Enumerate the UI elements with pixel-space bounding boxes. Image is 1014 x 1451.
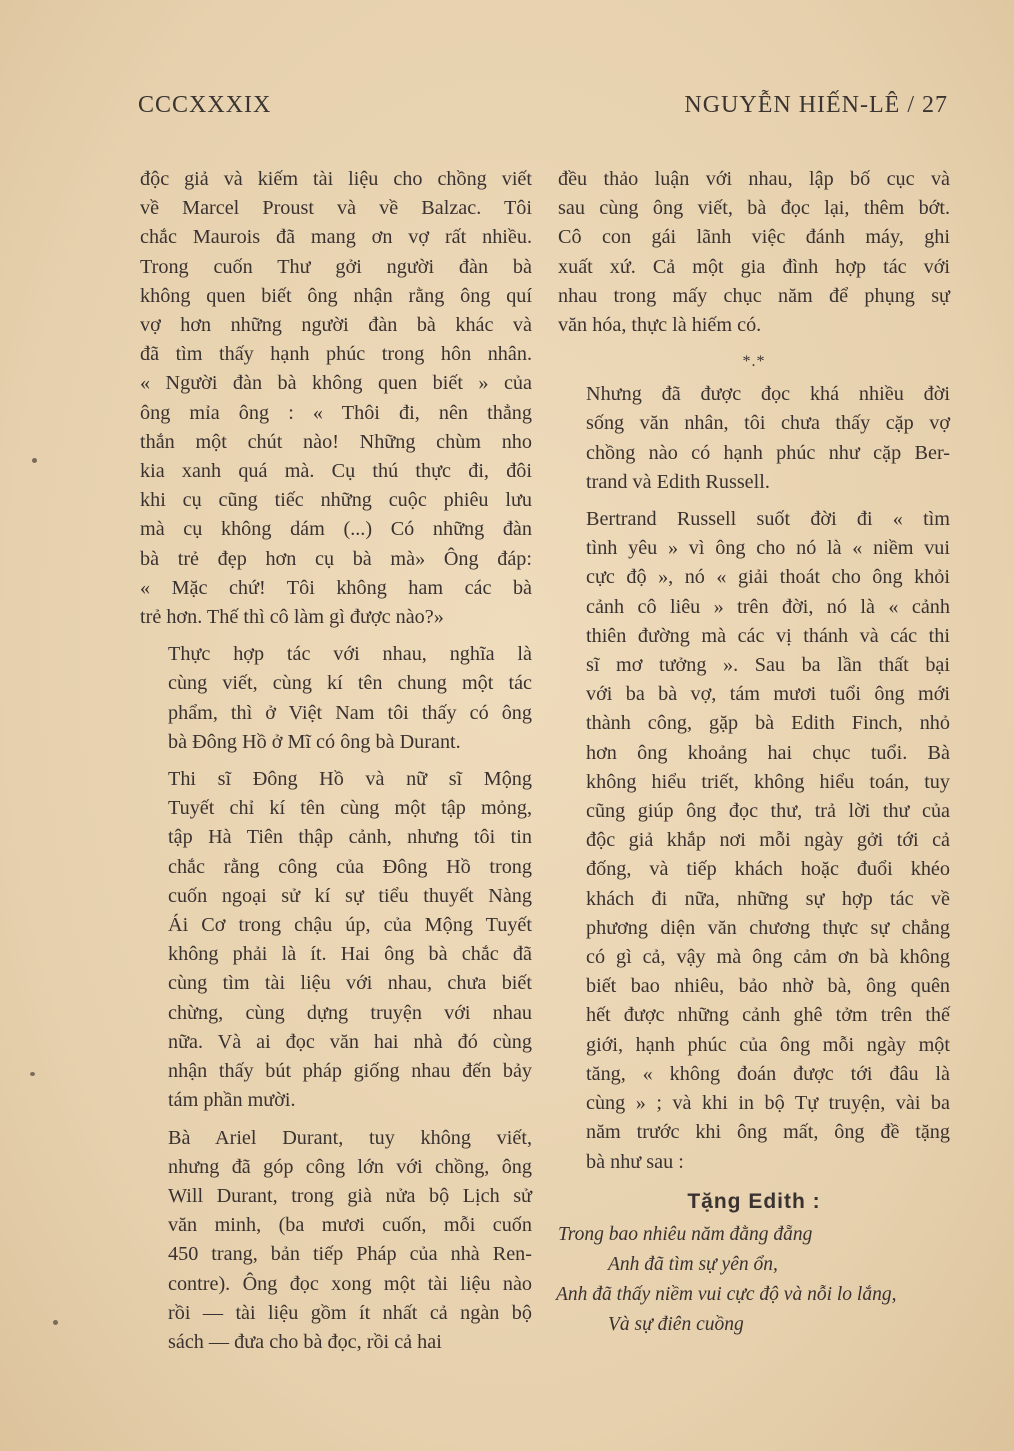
text-line: Cô con gái lãnh việc đánh máy, ghi bbox=[558, 226, 950, 249]
text-line: sau cùng ông viết, bà đọc lại, thêm bớt. bbox=[558, 197, 950, 220]
text-line: trẻ hơn. Thế thì cô làm gì được nào?» bbox=[140, 606, 444, 629]
text-line: cực độ », nó « giải thoát cho ông khỏi bbox=[586, 566, 950, 589]
text-line: biết bao nhiêu, bảo nhờ bà, ông quên bbox=[586, 975, 950, 998]
text-line: « Mặc chứ! Tôi không ham các bà bbox=[140, 576, 532, 599]
section-break-stars: *.* bbox=[742, 353, 766, 371]
paragraph bbox=[140, 640, 532, 757]
text-line: chắc Maurois đã mang ơn vợ rất nhiều. bbox=[140, 226, 532, 249]
text-line: hết được những cảnh ghê tởm trên thế bbox=[586, 1004, 950, 1027]
text-line: vợ hơn những người đàn bà khác và bbox=[140, 314, 532, 337]
text-line: Ái Cơ trong chậu úp, của Mộng Tuyết bbox=[168, 914, 532, 937]
text-line: Nhưng đã được đọc khá nhiều đời bbox=[586, 383, 950, 406]
text-line: Trong cuốn Thư gởi người đàn bà bbox=[140, 255, 532, 278]
poem-line: Và sự điên cuồng bbox=[608, 1313, 744, 1335]
text-line: sĩ mơ tưởng ». Sau ba lần thất bại bbox=[586, 654, 950, 677]
paragraph bbox=[558, 505, 950, 1177]
text-line: bà Đông Hồ ở Mĩ có ông bà Durant. bbox=[168, 730, 461, 753]
text-line: Will Durant, trong già nửa bộ Lịch sử bbox=[168, 1184, 532, 1207]
text-line: nhưng đã góp công lớn với chồng, ông bbox=[168, 1155, 532, 1178]
dedication-poem bbox=[558, 1220, 950, 1340]
text-line: năm trước khi ông mất, ông đề tặng bbox=[586, 1121, 950, 1144]
text-line: giới, hạnh phúc của ông mỗi ngày một bbox=[586, 1033, 950, 1056]
text-line: tám phần mười. bbox=[168, 1089, 296, 1112]
text-line: cũng giúp ông đọc thư, trả lời thư của bbox=[586, 800, 950, 823]
text-line: rồi — tài liệu gồm ít nhất cả ngàn bộ bbox=[168, 1301, 532, 1324]
paragraph bbox=[140, 1124, 532, 1358]
text-line: trand và Edith Russell. bbox=[586, 470, 770, 493]
text-line: chồng nào có hạnh phúc như cặp Ber- bbox=[586, 441, 950, 464]
paper-speck bbox=[53, 1320, 58, 1325]
text-line: 450 trang, bản tiếp Pháp của nhà Ren- bbox=[168, 1243, 532, 1266]
left-column bbox=[140, 165, 532, 1365]
text-line: thành công, gặp bà Edith Finch, nhỏ bbox=[586, 712, 950, 735]
text-line: thắn một chút nào! Những chùm nho bbox=[140, 430, 532, 453]
text-line: bà như sau : bbox=[586, 1150, 684, 1173]
paper-speck bbox=[32, 458, 37, 463]
poem-line: Anh đã tìm sự yên ổn, bbox=[608, 1253, 778, 1275]
text-line: văn hóa, thực là hiếm có. bbox=[558, 314, 762, 337]
text-line: cùng tìm tài liệu với nhau, chưa biết bbox=[168, 972, 532, 995]
text-line: sống văn nhân, tôi chưa thấy cặp vợ bbox=[586, 412, 950, 435]
text-line: chắc rằng công của Đông Hồ trong bbox=[168, 855, 532, 878]
text-line: hơn ông khoảng hai chục tuổi. Bà bbox=[586, 741, 950, 764]
text-line: đều thảo luận với nhau, lập bố cục và bbox=[558, 168, 950, 190]
text-line: tăng, « không đoán được tới đâu là bbox=[586, 1062, 950, 1085]
paragraph bbox=[140, 165, 532, 632]
paragraph bbox=[140, 765, 532, 1115]
right-column-text-before bbox=[558, 165, 950, 340]
text-line: phương diện văn chương thực sự chẳng bbox=[586, 916, 950, 939]
text-line: ông mỉa ông : « Thôi đi, nên thẳng bbox=[140, 401, 532, 424]
text-line: Bà Ariel Durant, tuy không viết, bbox=[168, 1126, 532, 1149]
text-line: có gì cả, vậy mà ông cảm ơn bà không bbox=[586, 946, 950, 969]
text-line: thiên đường mà các vị thánh và các thi bbox=[586, 624, 950, 647]
poem-line: Anh đã thấy niềm vui cực độ và nỗi lo lắng, bbox=[556, 1283, 897, 1305]
text-line: về Marcel Proust và về Balzac. Tôi bbox=[140, 197, 532, 220]
text-line: cùng » ; và khi in bộ Tự truyện, vài ba bbox=[586, 1092, 950, 1115]
text-line: cùng viết, cùng kí tên chung một tác bbox=[168, 672, 532, 695]
text-line: nhận thấy bút pháp giống nhau đến bảy bbox=[168, 1060, 532, 1083]
text-line: cuốn ngoại sử kí sự tiểu thuyết Nàng bbox=[168, 884, 532, 907]
text-line: mà cụ không dám (...) Có những đàn bbox=[140, 518, 532, 541]
text-line: « Người đàn bà không quen biết » của bbox=[140, 372, 532, 395]
text-line: Bertrand Russell suốt đời đi « tìm bbox=[586, 508, 950, 531]
page-number-roman: CCCXXXIX bbox=[138, 92, 272, 118]
text-line: không hiểu triết, không hiểu toán, tuy bbox=[586, 770, 950, 793]
text-line: không phải là ít. Hai ông bà chắc đã bbox=[168, 943, 532, 966]
text-line: nhau trong mấy chục năm để phụng sự bbox=[558, 284, 950, 307]
text-line: Tuyết chỉ kí tên cùng một tập mỏng, bbox=[168, 797, 532, 820]
text-line: sách — đưa cho bà đọc, rồi cả hai bbox=[168, 1330, 442, 1353]
text-line: contre). Ông đọc xong một tài liệu nào bbox=[168, 1272, 532, 1295]
text-line: kia xanh quá mà. Cụ thú thực đi, đôi bbox=[140, 460, 532, 483]
paragraph bbox=[558, 380, 950, 497]
text-line: độc giả và kiếm tài liệu cho chồng viết bbox=[140, 168, 532, 190]
text-line: tình yêu » vì ông cho nó là « niềm vui bbox=[586, 537, 950, 560]
text-line: độc giả khắp nơi mỗi ngày gởi tới cả bbox=[586, 829, 950, 852]
text-line: xuất xứ. Cả một gia đình hợp tác với bbox=[558, 255, 950, 278]
right-column-text-after bbox=[558, 380, 950, 1176]
paper-speck bbox=[30, 1072, 35, 1076]
text-line: đã tìm thấy hạnh phúc trong hôn nhân. bbox=[140, 343, 532, 366]
text-line: khách đi nữa, những sự hợp tác về bbox=[586, 887, 950, 910]
text-line: bà trẻ đẹp hơn cụ bà mà» Ông đáp: bbox=[140, 547, 532, 570]
text-line: Thi sĩ Đông Hồ và nữ sĩ Mộng bbox=[168, 768, 532, 791]
text-line: chừng, cùng dựng truyện với nhau bbox=[168, 1001, 532, 1024]
right-column bbox=[558, 165, 950, 1340]
text-line: nữa. Và ai đọc văn hai nhà đó cùng bbox=[168, 1030, 532, 1053]
text-line: đống, và tiếp khách hoặc đuổi khéo bbox=[586, 858, 950, 881]
paragraph bbox=[558, 165, 950, 340]
text-line: khi cụ cũng tiếc những cuộc phiêu lưu bbox=[140, 489, 532, 512]
text-line: Thực hợp tác với nhau, nghĩa là bbox=[168, 643, 532, 666]
poem-line: Trong bao nhiêu năm đằng đẵng bbox=[558, 1223, 813, 1245]
dedication-heading: Tặng Edith : bbox=[687, 1189, 821, 1213]
text-line: phẩm, thì ở Việt Nam tôi thấy có ông bbox=[168, 701, 532, 724]
running-head-author: NGUYỄN HIẾN-LÊ / 27 bbox=[684, 92, 948, 118]
text-line: không quen biết ông nhận rằng ông quí bbox=[140, 284, 532, 307]
text-line: văn minh, (ba mươi cuốn, mỗi cuốn bbox=[168, 1214, 532, 1237]
text-line: cảnh cô liêu » trên đời, nó là « cảnh bbox=[586, 595, 950, 618]
text-line: tập Hà Tiên thập cảnh, nhưng tôi tin bbox=[168, 826, 532, 849]
text-line: với ba bà vợ, tám mươi tuổi ông mới bbox=[586, 683, 950, 706]
